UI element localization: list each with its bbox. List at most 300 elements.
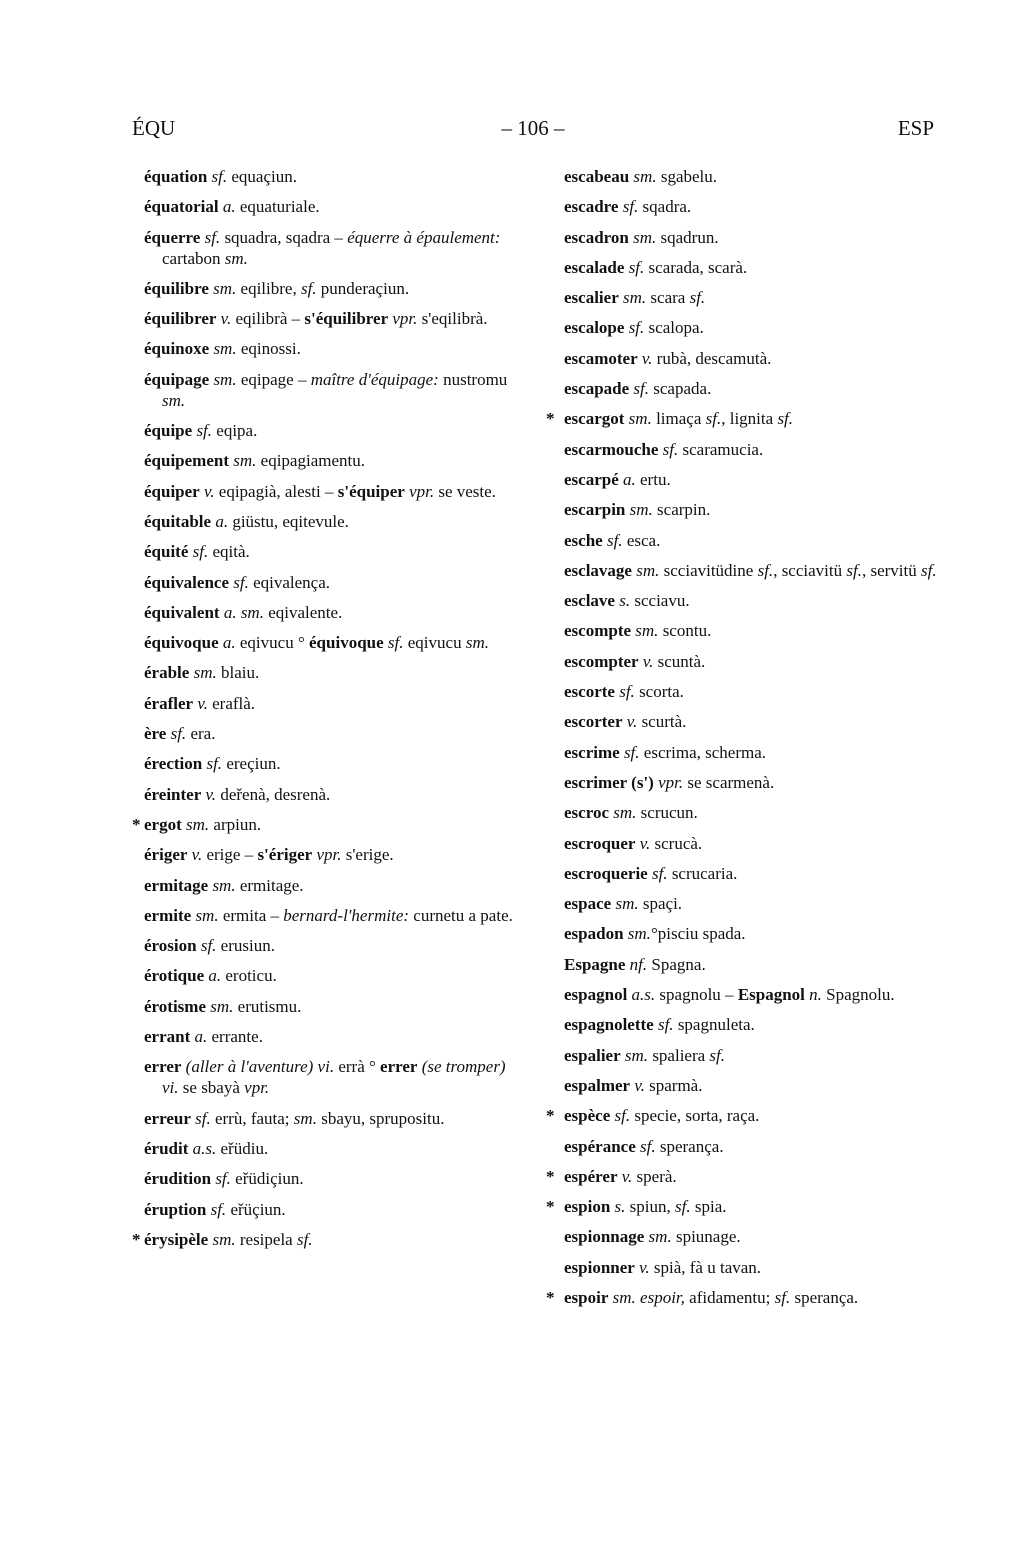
headword: espalmer bbox=[564, 1075, 631, 1095]
grammar-label: v. bbox=[621, 1166, 633, 1186]
translation-text: spaçi. bbox=[638, 894, 683, 914]
grammar-label: sm. bbox=[629, 500, 653, 520]
translation-text: spiun, bbox=[625, 1197, 676, 1217]
dictionary-entry bbox=[548, 833, 938, 854]
headword: ermite bbox=[144, 905, 192, 925]
grammar-label: sf. bbox=[920, 560, 937, 580]
headword: espionner bbox=[564, 1257, 635, 1277]
translation-text: scalopa. bbox=[644, 318, 704, 338]
translation-text: esca. bbox=[622, 530, 661, 550]
dictionary-entry bbox=[132, 196, 522, 217]
translation-text: eqipagià, alesti – bbox=[214, 481, 338, 501]
dictionary-entry bbox=[132, 935, 522, 956]
headword: escorter bbox=[564, 712, 623, 732]
asterisk-marker: * bbox=[546, 1287, 555, 1307]
grammar-label: sf. bbox=[705, 409, 722, 429]
translation-text: eqivucu ° bbox=[235, 633, 310, 653]
translation-text: sparmà. bbox=[644, 1075, 703, 1095]
translation-text: spagnuleta. bbox=[673, 1015, 755, 1035]
translation-text: erutismu. bbox=[233, 996, 302, 1016]
grammar-label: sf. bbox=[296, 1229, 313, 1249]
headword: érudit bbox=[144, 1138, 189, 1158]
grammar-label: v. bbox=[191, 845, 203, 865]
grammar-label: sm. bbox=[636, 560, 660, 580]
translation-text: eraflà. bbox=[207, 693, 256, 713]
translation-text: giüstu, eqitevule. bbox=[228, 511, 349, 531]
translation-text: afidamentu; bbox=[684, 1287, 775, 1307]
translation-text: scrucun. bbox=[636, 803, 698, 823]
dictionary-entry bbox=[132, 875, 522, 896]
grammar-label: sm. bbox=[213, 339, 237, 359]
dictionary-entry bbox=[132, 814, 522, 835]
grammar-label: sm. bbox=[628, 409, 652, 429]
dictionary-entry bbox=[548, 802, 938, 823]
grammar-label: vpr. bbox=[244, 1078, 270, 1098]
headword: espérer bbox=[564, 1166, 618, 1186]
dictionary-entry bbox=[132, 308, 522, 329]
dictionary-entry bbox=[548, 1136, 938, 1157]
grammar-label: sf. bbox=[628, 318, 645, 338]
dictionary-entry bbox=[548, 742, 938, 763]
translation-text: scciavu. bbox=[630, 591, 690, 611]
translation-text: , lignita bbox=[721, 409, 778, 429]
grammar-label: a. bbox=[222, 633, 236, 653]
translation-text: sqadra. bbox=[638, 197, 692, 217]
headword: Espagne bbox=[564, 954, 626, 974]
headword: équité bbox=[144, 542, 189, 562]
grammar-label: v. bbox=[634, 1075, 645, 1095]
grammar-label: v. bbox=[626, 712, 638, 732]
translation-text: resipela bbox=[235, 1229, 297, 1249]
headword: ère bbox=[144, 724, 167, 744]
headword: escalope bbox=[564, 318, 625, 338]
translation-text: curnetu a pate. bbox=[409, 905, 513, 925]
grammar-label: sf. bbox=[200, 936, 217, 956]
translation-text: scarada, scarà. bbox=[644, 257, 748, 277]
headword: s'ériger bbox=[257, 845, 313, 865]
grammar-label: a.s. bbox=[631, 985, 656, 1005]
grammar-label: s. bbox=[619, 591, 631, 611]
translation-text: equaturiale. bbox=[235, 197, 320, 217]
headword: escargot bbox=[564, 409, 625, 429]
headword: équilibre bbox=[144, 278, 209, 298]
grammar-label: sf. bbox=[300, 278, 317, 298]
headword: Espagnol bbox=[737, 985, 805, 1005]
dictionary-entry bbox=[132, 1168, 522, 1189]
grammar-label: sf. bbox=[640, 1136, 656, 1156]
headword: escorte bbox=[564, 682, 615, 702]
asterisk-marker: * bbox=[132, 1229, 141, 1249]
dictionary-entry bbox=[132, 996, 522, 1017]
grammar-label: sf. bbox=[195, 1108, 211, 1128]
dictionary-entry bbox=[548, 348, 938, 369]
dictionary-entry bbox=[548, 1105, 938, 1126]
headword: espace bbox=[564, 894, 612, 914]
grammar-label: v. bbox=[639, 1257, 650, 1277]
dictionary-entry bbox=[548, 984, 938, 1005]
grammar-label: sm. bbox=[612, 1287, 636, 1307]
dictionary-entry bbox=[548, 560, 938, 581]
grammar-label: sm. bbox=[624, 1045, 649, 1065]
grammar-label: a. bbox=[194, 1027, 208, 1047]
grammar-label: sf. bbox=[211, 167, 228, 186]
dictionary-entry bbox=[132, 1056, 522, 1098]
grammar-label: sf. bbox=[777, 409, 794, 429]
dictionary-entry bbox=[548, 530, 938, 551]
translation-text: errù, fauta; bbox=[210, 1108, 294, 1128]
grammar-label: sf. bbox=[192, 542, 209, 562]
dictionary-entry bbox=[132, 1108, 522, 1129]
headword: espèce bbox=[564, 1106, 611, 1126]
translation-text: ermitage. bbox=[235, 875, 304, 895]
grammar-label: sm. bbox=[633, 227, 657, 247]
grammar-label: sf. bbox=[233, 572, 249, 592]
translation-text: eroticu. bbox=[221, 966, 277, 986]
grammar-label: nf. bbox=[629, 954, 648, 974]
grammar-label: sf. bbox=[633, 379, 650, 399]
grammar-label: sf. bbox=[675, 1197, 691, 1217]
grammar-label: a. sm. bbox=[223, 602, 264, 622]
translation-text: errante. bbox=[207, 1027, 263, 1047]
dictionary-entry bbox=[548, 227, 938, 248]
grammar-label: sm. bbox=[635, 621, 659, 641]
dictionary-entry bbox=[548, 1287, 938, 1308]
translation-text: scrucà. bbox=[650, 833, 703, 853]
grammar-label: sf. bbox=[204, 227, 221, 247]
dictionary-entry bbox=[132, 541, 522, 562]
grammar-label: sf. bbox=[709, 1045, 726, 1065]
dictionary-entry bbox=[132, 693, 522, 714]
headword: escompter bbox=[564, 651, 639, 671]
headword: espionnage bbox=[564, 1227, 645, 1247]
running-head-right: ESP bbox=[897, 116, 934, 140]
dictionary-entry bbox=[132, 844, 522, 865]
grammar-label: a.s. bbox=[192, 1138, 217, 1158]
dictionary-entry bbox=[548, 469, 938, 490]
grammar-label: a. bbox=[222, 197, 236, 217]
grammar-label: v. bbox=[197, 693, 208, 713]
grammar-label: sf. bbox=[628, 257, 645, 277]
dictionary-entry bbox=[548, 954, 938, 975]
translation-text: eqilibrà – bbox=[231, 309, 305, 329]
headword: érafler bbox=[144, 693, 194, 713]
grammar-label: sm. bbox=[615, 894, 639, 914]
headword: escamoter bbox=[564, 348, 638, 368]
grammar-label: sm. bbox=[210, 996, 234, 1016]
grammar-label: bernard-l'hermite: bbox=[283, 905, 410, 925]
page-header bbox=[132, 116, 934, 144]
grammar-label: maître d'équipage: bbox=[310, 369, 439, 389]
translation-text: eqità. bbox=[208, 542, 250, 562]
headword: équivoque bbox=[144, 633, 219, 653]
grammar-label: sf. bbox=[196, 421, 213, 441]
translation-text: eřüçiun. bbox=[226, 1199, 286, 1219]
dictionary-entry bbox=[548, 196, 938, 217]
dictionary-entry bbox=[132, 632, 522, 653]
translation-text: sqadrun. bbox=[656, 227, 719, 247]
dictionary-entry bbox=[548, 923, 938, 944]
right-column bbox=[548, 166, 938, 1317]
grammar-label: sf. bbox=[689, 288, 706, 308]
dictionary-entry bbox=[548, 651, 938, 672]
translation-text: eqivalente. bbox=[263, 602, 343, 622]
translation-text: ertu. bbox=[635, 469, 671, 489]
translation-text: scurtà. bbox=[637, 712, 687, 732]
translation-text: spiunage. bbox=[671, 1227, 741, 1247]
grammar-label: v. bbox=[205, 784, 217, 804]
grammar-label: sf. bbox=[215, 1169, 231, 1189]
grammar-label: équerre à épaulement: bbox=[347, 227, 501, 247]
headword: escroc bbox=[564, 803, 609, 823]
headword: esclave bbox=[564, 591, 615, 611]
headword: érosion bbox=[144, 936, 197, 956]
headword: errer bbox=[144, 1057, 182, 1077]
headword: érotisme bbox=[144, 996, 206, 1016]
translation-text: scontu. bbox=[658, 621, 712, 641]
translation-text: , scciavitü bbox=[773, 560, 847, 580]
translation-text: scara bbox=[646, 288, 690, 308]
grammar-label: a. bbox=[623, 469, 636, 489]
headword: s'équilibrer bbox=[304, 309, 389, 329]
headword: escrime bbox=[564, 742, 620, 762]
asterisk-marker: * bbox=[546, 1106, 555, 1126]
translation-text: cartabon bbox=[162, 248, 225, 268]
headword: erreur bbox=[144, 1108, 191, 1128]
dictionary-entry bbox=[132, 784, 522, 805]
asterisk-marker: * bbox=[132, 814, 141, 834]
grammar-label: sf. bbox=[662, 439, 679, 459]
dictionary-entry bbox=[132, 965, 522, 986]
headword: équivalent bbox=[144, 602, 220, 622]
headword: ériger bbox=[144, 845, 188, 865]
headword: érable bbox=[144, 663, 190, 683]
translation-text: scciavitüdine bbox=[659, 560, 758, 580]
headword: éreinter bbox=[144, 784, 202, 804]
dictionary-entry bbox=[132, 1026, 522, 1047]
dictionary-entry bbox=[548, 1014, 938, 1035]
dictionary-entry bbox=[548, 620, 938, 641]
headword: espérance bbox=[564, 1136, 636, 1156]
grammar-label: sm. bbox=[293, 1108, 317, 1128]
left-column bbox=[132, 166, 522, 1259]
grammar-label: sf. bbox=[774, 1287, 791, 1307]
translation-text: se sbayà bbox=[178, 1078, 245, 1098]
translation-text: sgabelu. bbox=[656, 167, 718, 186]
translation-text: blaiu. bbox=[216, 663, 260, 683]
translation-text: eqipage – bbox=[236, 369, 311, 389]
dictionary-entry bbox=[132, 602, 522, 623]
translation-text: scapada. bbox=[649, 379, 712, 399]
headword: équipage bbox=[144, 369, 210, 389]
asterisk-marker: * bbox=[546, 1197, 555, 1217]
grammar-label: sm. bbox=[186, 814, 210, 834]
grammar-label: v. bbox=[203, 481, 215, 501]
dictionary-entry bbox=[132, 572, 522, 593]
translation-text: se veste. bbox=[434, 481, 496, 501]
grammar-label: sf. bbox=[614, 1106, 631, 1126]
dictionary-entry bbox=[132, 1229, 522, 1250]
dictionary-entry bbox=[548, 1045, 938, 1066]
translation-text: erige – bbox=[202, 845, 258, 865]
translation-text: ereçiun. bbox=[222, 754, 281, 774]
headword: escrimer (s') bbox=[564, 772, 654, 792]
translation-text: specie, sorta, raça. bbox=[630, 1106, 760, 1126]
translation-text: erusiun. bbox=[216, 936, 275, 956]
grammar-label: s. bbox=[614, 1197, 626, 1217]
grammar-label: vpr. bbox=[409, 481, 435, 501]
translation-text: Spagnolu. bbox=[821, 985, 895, 1005]
grammar-label: (se tromper) vi. bbox=[162, 1057, 506, 1098]
headword: équipe bbox=[144, 421, 193, 441]
grammar-label: sm. bbox=[213, 369, 237, 389]
translation-text: sperança. bbox=[790, 1287, 859, 1307]
headword: équerre bbox=[144, 227, 201, 247]
dictionary-entry bbox=[132, 481, 522, 502]
grammar-label: sm. bbox=[193, 663, 217, 683]
translation-text: °pisciu spada. bbox=[650, 924, 746, 944]
translation-text: spagnolu – bbox=[655, 985, 738, 1005]
grammar-label: sf. bbox=[210, 1199, 227, 1219]
headword: errer bbox=[380, 1057, 418, 1077]
grammar-label: v. bbox=[641, 348, 653, 368]
dictionary-entry bbox=[548, 439, 938, 460]
dictionary-entry bbox=[548, 711, 938, 732]
headword: errant bbox=[144, 1027, 191, 1047]
grammar-label: sf. bbox=[651, 863, 668, 883]
headword: espion bbox=[564, 1197, 611, 1217]
asterisk-marker: * bbox=[546, 409, 555, 429]
translation-text: scarpin. bbox=[652, 500, 711, 520]
headword: équilibrer bbox=[144, 309, 217, 329]
translation-text: punderaçiun. bbox=[316, 278, 410, 298]
grammar-label: espoir, bbox=[640, 1287, 685, 1307]
grammar-label: sm. bbox=[465, 633, 489, 653]
grammar-label: sm. bbox=[623, 288, 647, 308]
grammar-label: sm. bbox=[613, 803, 637, 823]
dictionary-entry bbox=[132, 753, 522, 774]
dictionary-entry bbox=[132, 1199, 522, 1220]
translation-text: se scarmenà. bbox=[683, 772, 775, 792]
headword: escroquerie bbox=[564, 863, 648, 883]
headword: éruption bbox=[144, 1199, 207, 1219]
translation-text: arpiun. bbox=[209, 814, 262, 834]
translation-text: ermita – bbox=[218, 905, 284, 925]
headword: escarpin bbox=[564, 500, 626, 520]
translation-text: scrucaria. bbox=[667, 863, 738, 883]
translation-text: equaçiun. bbox=[227, 167, 297, 186]
headword: espalier bbox=[564, 1045, 621, 1065]
dictionary-entry bbox=[132, 511, 522, 532]
grammar-label: sf. bbox=[387, 633, 404, 653]
headword: espagnol bbox=[564, 985, 628, 1005]
translation-text: spia. bbox=[690, 1197, 727, 1217]
translation-text: eqipa. bbox=[212, 421, 258, 441]
grammar-label: v. bbox=[642, 651, 654, 671]
dictionary-entry bbox=[548, 317, 938, 338]
grammar-label: sf. bbox=[619, 682, 635, 702]
translation-text: s'erige. bbox=[341, 845, 394, 865]
translation-text: spià, fà u tavan. bbox=[649, 1257, 762, 1277]
grammar-label: vpr. bbox=[658, 772, 684, 792]
headword: équinoxe bbox=[144, 339, 210, 359]
grammar-label: sm. bbox=[212, 875, 236, 895]
grammar-label: v. bbox=[220, 309, 232, 329]
dictionary-entry bbox=[548, 287, 938, 308]
dictionary-entry bbox=[132, 905, 522, 926]
headword: escabeau bbox=[564, 167, 630, 186]
dictionary-entry bbox=[548, 1226, 938, 1247]
headword: escarmouche bbox=[564, 439, 659, 459]
headword: équivoque bbox=[309, 633, 384, 653]
grammar-label: sm. bbox=[233, 451, 257, 471]
grammar-label: sm. bbox=[633, 167, 657, 186]
headword: escalade bbox=[564, 257, 625, 277]
dictionary-entry bbox=[132, 420, 522, 441]
translation-text: nustromu bbox=[438, 369, 508, 389]
dictionary-entry bbox=[132, 166, 522, 187]
dictionary-entry bbox=[548, 1166, 938, 1187]
dictionary-entry bbox=[132, 1138, 522, 1159]
translation-text: eqilibre, bbox=[236, 278, 301, 298]
translation-text: eqipagiamentu. bbox=[256, 451, 365, 471]
grammar-label: sf. bbox=[206, 754, 223, 774]
dictionary-entry bbox=[548, 772, 938, 793]
grammar-label: vpr. bbox=[316, 845, 342, 865]
grammar-label: (aller à l'aventure) vi. bbox=[185, 1057, 335, 1077]
headword: espadon bbox=[564, 924, 624, 944]
grammar-label: a. bbox=[208, 966, 222, 986]
dictionary-entry bbox=[548, 1257, 938, 1278]
translation-text: Spagna. bbox=[647, 954, 706, 974]
dictionary-entry bbox=[548, 166, 938, 187]
translation-text: , servitü bbox=[861, 560, 921, 580]
headword: escadron bbox=[564, 227, 629, 247]
headword: équipement bbox=[144, 451, 229, 471]
translation-text: eřüdiu. bbox=[216, 1138, 269, 1158]
translation-text: s'eqilibrà. bbox=[417, 309, 488, 329]
headword: équiper bbox=[144, 481, 200, 501]
headword: équation bbox=[144, 167, 208, 186]
grammar-label: sf. bbox=[170, 724, 187, 744]
headword: escroquer bbox=[564, 833, 636, 853]
dictionary-entry bbox=[132, 662, 522, 683]
dictionary-entry bbox=[548, 499, 938, 520]
translation-text: spaliera bbox=[648, 1045, 710, 1065]
translation-text: sperà. bbox=[632, 1166, 677, 1186]
dictionary-entry bbox=[548, 408, 938, 429]
asterisk-marker: * bbox=[546, 1166, 555, 1186]
grammar-label: sm. bbox=[648, 1227, 672, 1247]
headword: équatorial bbox=[144, 197, 219, 217]
running-head-left: ÉQU bbox=[132, 116, 176, 140]
page-number: – 106 – bbox=[501, 116, 565, 140]
translation-text: sperança. bbox=[655, 1136, 724, 1156]
dictionary-entry bbox=[548, 590, 938, 611]
headword: s'équiper bbox=[337, 481, 405, 501]
headword: escalier bbox=[564, 288, 619, 308]
headword: ergot bbox=[144, 814, 182, 834]
headword: équitable bbox=[144, 511, 212, 531]
translation-text: sbayu, sprupositu. bbox=[316, 1108, 445, 1128]
grammar-label: vpr. bbox=[392, 309, 418, 329]
translation-text: eqivalença. bbox=[248, 572, 331, 592]
translation-text: eqivucu bbox=[403, 633, 466, 653]
dictionary-entry bbox=[548, 893, 938, 914]
dictionary-entry bbox=[132, 369, 522, 411]
dictionary-entry bbox=[132, 723, 522, 744]
dictionary-entry bbox=[548, 257, 938, 278]
grammar-label: sf. bbox=[622, 197, 639, 217]
